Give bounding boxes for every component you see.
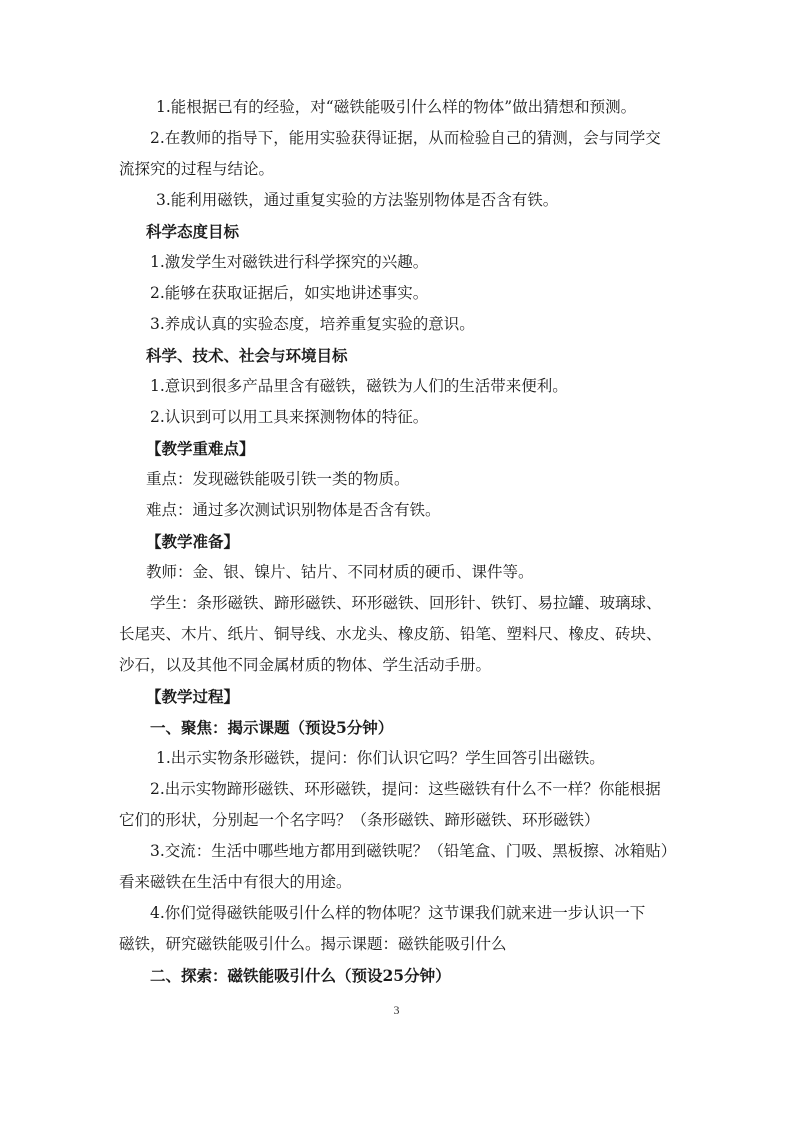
attitude-goals-heading: 科学态度目标: [146, 222, 240, 241]
key-point-focus: 重点：发现磁铁能吸引铁一类的物质。: [146, 470, 410, 488]
key-point-difficulty: 难点：通过多次测试识别物体是否含有铁。: [146, 501, 441, 519]
preparation-heading: 【教学准备】: [146, 532, 240, 551]
attitude-goal-1: 1.激发学生对磁铁进行科学探究的兴趣。: [150, 253, 429, 271]
skill-goal-1: 1.能根据已有的经验，对“磁铁能吸引什么样的物体”做出猜想和预测。: [156, 98, 637, 116]
skill-goal-2-line2: 流探究的过程与结论。: [119, 160, 275, 178]
preparation-student-line2: 长尾夹、木片、纸片、铜导线、水龙头、橡皮筋、铅笔、塑料尺、橡皮、砖块、: [119, 625, 662, 643]
skill-goal-3: 3.能利用磁铁，通过重复实验的方法鉴别物体是否含有铁。: [156, 191, 559, 209]
preparation-student: [119, 588, 679, 681]
stse-goals-heading: 科学、技术、社会与环境目标: [146, 346, 348, 365]
process-step-4-line1: 4.你们觉得磁铁能吸引什么样的物体呢？这节课我们就来进一步认识一下: [150, 904, 646, 922]
process-step-3-line1: 3.交流：生活中哪些地方都用到磁铁呢？（铅笔盒、门吸、黑板擦、冰箱贴）: [150, 842, 677, 860]
attitude-goal-2: 2.能够在获取证据后，如实地讲述事实。: [150, 284, 429, 302]
preparation-teacher: 教师：金、银、镍片、钴片、不同材质的硬币、课件等。: [146, 563, 534, 581]
stse-goal-2: 2.认识到可以用工具来探测物体的特征。: [150, 408, 429, 426]
preparation-student-line1: 学生：条形磁铁、蹄形磁铁、环形磁铁、回形针、铁钉、易拉罐、玻璃球、: [150, 594, 662, 612]
process-step-2: [119, 774, 679, 836]
process-step-2-line2: 它们的形状，分别起一个名字吗？（条形磁铁、蹄形磁铁、环形磁铁）: [119, 811, 600, 829]
key-points-heading: 【教学重难点】: [146, 439, 255, 458]
preparation-student-line3: 沙石，以及其他不同金属材质的物体、学生活动手册。: [119, 656, 492, 674]
process-step-4-line2: 磁铁，研究磁铁能吸引什么。揭示课题：磁铁能吸引什么: [119, 935, 507, 953]
page-number: 3: [393, 1003, 400, 1017]
process-step-3: [119, 836, 679, 898]
process-step-2-line1: 2.出示实物蹄形磁铁、环形磁铁，提问：这些磁铁有什么不一样？你能根据: [150, 780, 661, 798]
section1-title: 一、聚焦：揭示课题（预设5分钟）: [150, 718, 394, 737]
attitude-goal-3: 3.养成认真的实验态度，培养重复实验的意识。: [150, 315, 475, 333]
document-body: [119, 92, 679, 991]
skill-goal-2: [119, 123, 679, 185]
process-step-3-line2: 看来磁铁在生活中有很大的用途。: [119, 873, 352, 891]
section2-title: 二、探索：磁铁能吸引什么（预设25分钟）: [150, 966, 451, 985]
skill-goal-2-line1: 2.在教师的指导下，能用实验获得证据，从而检验自己的猜测，会与同学交: [150, 129, 661, 147]
process-heading: 【教学过程】: [146, 687, 240, 706]
process-step-1: 1.出示实物条形磁铁，提问：你们认识它吗？学生回答引出磁铁。: [156, 749, 605, 767]
stse-goal-1: 1.意识到很多产品里含有磁铁，磁铁为人们的生活带来便利。: [150, 377, 568, 395]
process-step-4: [119, 898, 679, 960]
